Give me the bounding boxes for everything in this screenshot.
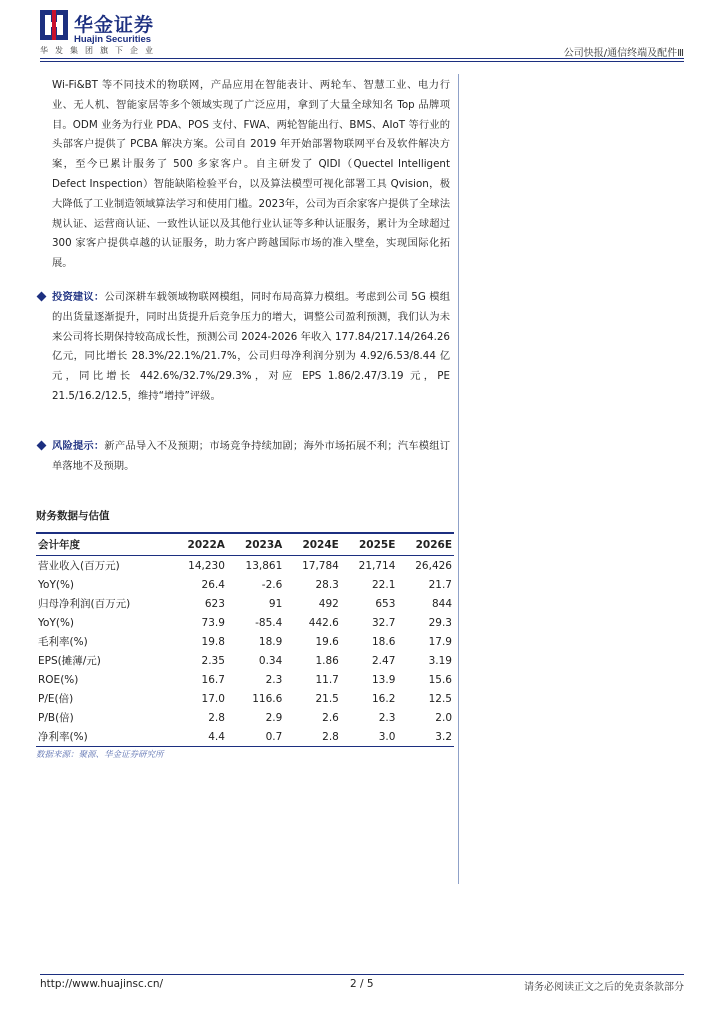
column-header: 会计年度	[36, 533, 170, 556]
table-cell: 16.2	[372, 692, 396, 705]
table-cell: 2.9	[265, 711, 283, 724]
row-label: 净利率(%)	[36, 727, 170, 747]
table-row	[36, 613, 454, 632]
table-cell: 11.7	[315, 673, 339, 686]
data-source-note: 数据来源：聚源、华金证券研究所	[36, 750, 164, 760]
table-cell: 19.6	[315, 635, 339, 648]
table-cell: 14,230	[188, 559, 225, 572]
table-cell: 19.8	[201, 635, 225, 648]
financial-table	[36, 532, 454, 747]
table-cell: 2.35	[201, 654, 225, 667]
column-header: 2024E	[284, 533, 341, 556]
table-cell: 32.7	[372, 616, 396, 629]
brand-tagline: 华发集团旗下企业	[40, 46, 160, 55]
row-label: YoY(%)	[38, 616, 75, 629]
table-cell: 26.4	[201, 578, 225, 591]
table-row	[36, 708, 454, 727]
table-cell: 4.4	[170, 727, 227, 747]
table-cell: 18.9	[258, 635, 283, 648]
sidebar-divider	[458, 74, 459, 884]
brand-name-cn: 华金证券	[74, 14, 155, 36]
table-cell: 73.9	[201, 616, 225, 629]
diamond-bullet-icon	[37, 292, 47, 302]
row-label: YoY(%)	[38, 578, 75, 591]
table-cell: 2.3	[265, 673, 283, 686]
table-row	[36, 632, 454, 651]
table-cell: 2.8	[208, 711, 225, 724]
table-cell: 12.5	[428, 692, 452, 705]
table-cell: 3.0	[341, 727, 398, 747]
footer-divider	[40, 974, 684, 975]
column-header: 2022A	[170, 533, 227, 556]
table-cell: -2.6	[261, 578, 283, 591]
table-cell: 623	[204, 597, 225, 610]
risk-warning-label: 风险提示：	[52, 439, 105, 452]
table-cell: 2.3	[378, 711, 396, 724]
table-cell: 2.6	[322, 711, 339, 724]
table-cell: 0.7	[227, 727, 284, 747]
row-label: 毛利率(%)	[38, 636, 88, 648]
table-cell: 21,714	[358, 559, 396, 572]
table-header-row	[36, 533, 454, 556]
disclaimer-note: 请务必阅读正文之后的免责条款部分	[524, 982, 684, 993]
table-row	[36, 651, 454, 670]
row-label: P/E(倍)	[38, 693, 74, 705]
table-cell: 3.19	[428, 654, 452, 667]
investment-advice	[52, 288, 450, 407]
table-cell: 17.9	[428, 635, 452, 648]
table-cell: 21.7	[428, 578, 452, 591]
table-row	[36, 689, 454, 708]
table-cell: 21.5	[315, 692, 339, 705]
row-label: P/B(倍)	[38, 712, 74, 724]
row-label: 归母净利润(百万元)	[38, 598, 131, 610]
table-cell: 13,861	[245, 559, 283, 572]
risk-warning-text: 新产品导入不及预期；市场竞争持续加剧；海外市场拓展不利；汽车模组订单落地不及预期。	[52, 439, 451, 472]
table-cell: 28.3	[315, 578, 339, 591]
table-row	[36, 575, 454, 594]
table-cell: 17,784	[302, 559, 339, 572]
table-row	[36, 670, 454, 689]
financial-table-title: 财务数据与估值	[36, 510, 110, 522]
table-cell: 91	[268, 597, 283, 610]
column-header: 2025E	[341, 533, 398, 556]
report-body	[52, 76, 450, 476]
table-cell: 0.34	[258, 654, 283, 667]
column-header: 2023A	[227, 533, 284, 556]
risk-warning	[52, 437, 450, 477]
table-cell: 2.47	[372, 654, 396, 667]
page-number: 2 / 5	[350, 978, 374, 990]
table-cell: 1.86	[315, 654, 339, 667]
table-row	[36, 556, 454, 576]
brand-name-en: Huajin Securities	[74, 34, 152, 45]
table-cell: 653	[375, 597, 396, 610]
table-cell: 116.6	[252, 692, 283, 705]
row-label: ROE(%)	[38, 673, 79, 686]
table-cell: 844	[431, 597, 452, 610]
table-row	[36, 727, 454, 747]
table-cell: 15.6	[428, 673, 452, 686]
table-cell: 29.3	[428, 616, 452, 629]
table-cell: 2.0	[435, 711, 452, 724]
table-cell: 2.8	[284, 727, 341, 747]
header-divider-thin	[40, 61, 684, 62]
column-header: 2026E	[397, 533, 454, 556]
row-label: 营业收入(百万元)	[38, 560, 120, 572]
table-cell: 492	[318, 597, 339, 610]
intro-paragraph: Wi-Fi&BT 等不同技术的物联网，产品应用在智能表计、两轮车、智慧工业、电力行业、无人机、智能家居等多个领域实现了广泛应用，拿到了大量全球知名 Top 品牌项目。ODM 业务为行业 PDA、POS 支付、FWA、两轮智能出行、BMS、AIoT 等行业的头部客户提供了 PCBA 解决方案。公司自 2019 年开始部署物联网平台及软件解决方案，至今已累计服务了 500 多家客户。自主研发了 QIDI（Quectel Intelligent Defect Inspection）智能缺陷检验平台，以及算法模型可视化部署工具 Qvision，极大降低了工业制造领域算法学习和使用门槛。2023年，公司为百余家客户提供了全球法规认证、运营商认证、一致性认证以及其他行业认证等多种认证服务，累计为全球超过 300 家客户提供卓越的认证服务，助力客户跨越国际市场的准入壁垒，实现国际化拓展。	[52, 79, 450, 270]
header-divider	[40, 58, 684, 59]
diamond-bullet-icon	[37, 440, 47, 450]
table-cell: 17.0	[201, 692, 225, 705]
report-category: 公司快报/通信终端及配件Ⅲ	[563, 48, 684, 59]
table-cell: 18.6	[372, 635, 396, 648]
table-cell: 3.2	[397, 727, 454, 747]
website-link[interactable]: http://www.huajinsc.cn/	[40, 978, 164, 990]
table-cell: 13.9	[372, 673, 396, 686]
row-label: EPS(摊薄/元)	[38, 655, 101, 667]
huajin-logo-icon	[40, 10, 68, 40]
table-cell: 16.7	[201, 673, 225, 686]
table-cell: 442.6	[308, 616, 339, 629]
table-cell: -85.4	[255, 616, 283, 629]
table-cell: 22.1	[372, 578, 396, 591]
investment-advice-label: 投资建议：	[52, 290, 105, 303]
table-cell: 26,426	[415, 559, 452, 572]
investment-advice-text: 公司深耕车载领域物联网模组，同时布局高算力模组。考虑到公司 5G 模组的出货量逐渐提升，同时出货提升后竞争压力的增大，调整公司盈利预测，我们认为未来公司将长期保持较高成长性，预测公司 2024-2026 年收入 177.84/217.14/264.26 亿元，同比增长 28.3%/22.1%/21.7%，公司归母净利润分别为 4.92/6.53/8.44 亿元，同比增长 442.6%/32.7%/29.3%，对应 EPS 1.86/2.47/3.19 元，PE 21.5/16.2/12.5，维持“增持”评级。	[52, 290, 450, 402]
table-row	[36, 594, 454, 613]
